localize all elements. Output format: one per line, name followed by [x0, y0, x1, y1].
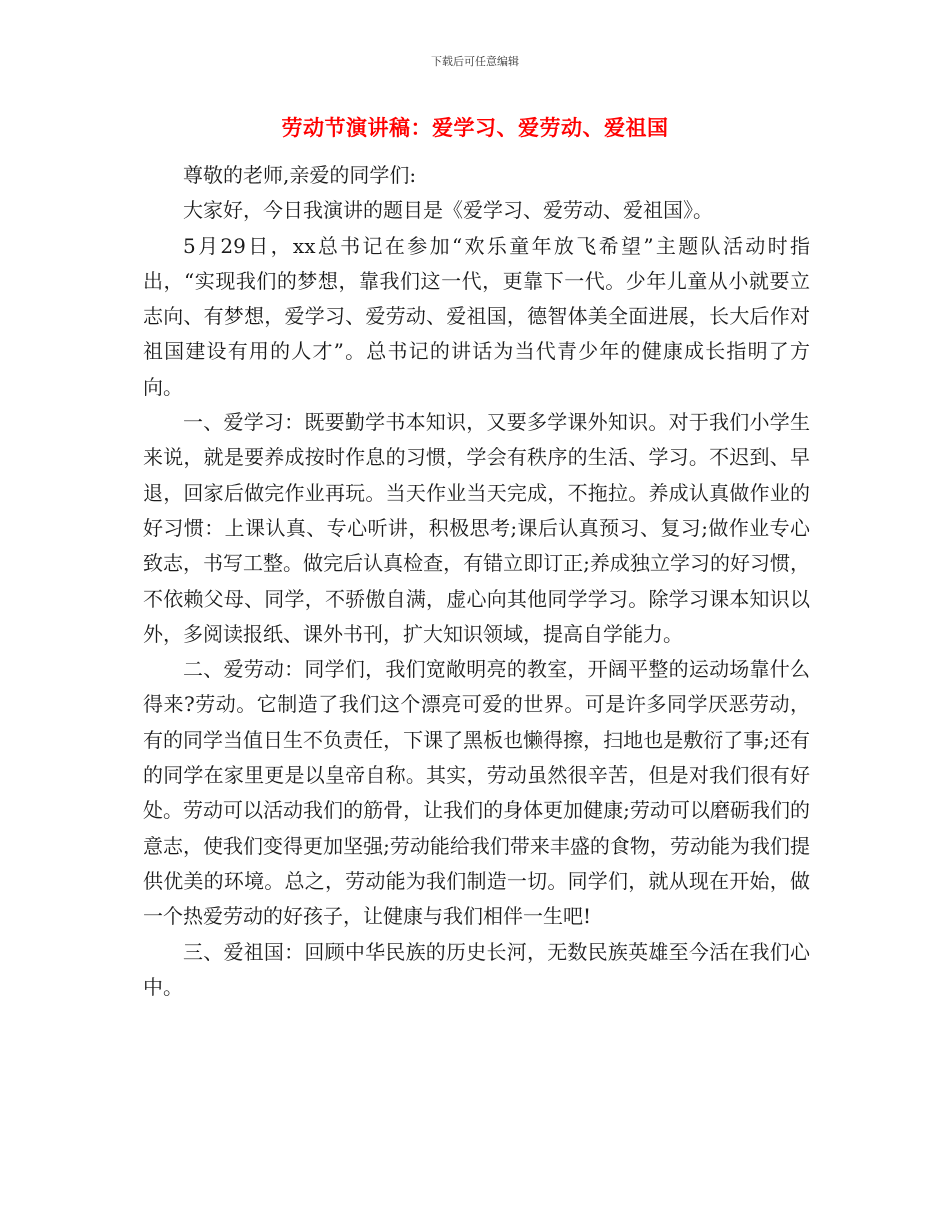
paragraph-love-labor: 二、爱劳动：同学们，我们宽敞明亮的教室，开阔平整的运动场靠什么得来?劳动。它制造了我们这个漂亮可爱的世界。可是许多同学厌恶劳动，有的同学当值日生不负责任，下课了黑板也懒得擦，扫地也是敷衍了事;还有的同学在家里更是以皇帝自称。其实，劳动虽然很辛苦，但是对我们很有好处。劳动可以活动我们的筋骨，让我们的身体更加健康;劳动可以磨砺我们的意志，使我们变得更加坚强;劳动能给我们带来丰盛的食物，劳动能为我们提供优美的环境。总之，劳动能为我们制造一切。同学们，就从现在开始，做一个热爱劳动的好孩子，让健康与我们相伴一生吧!	[143, 657, 810, 929]
header-note: 下载后可任意编辑	[431, 55, 519, 68]
paragraph-intro: 5月29日，xx总书记在参加“欢乐童年放飞希望”主题队活动时指出，“实现我们的梦想，靠我们这一代，更靠下一代。少年儿童从小就要立志向、有梦想，爱学习、爱劳动、爱祖国，德智体美全面进展，长大后作对祖国建设有用的人才”。总书记的讲话为当代青少年的健康成长指明了方向。	[143, 233, 810, 399]
paragraph-salutation: 尊敬的老师,亲爱的同学们:	[183, 163, 417, 187]
paragraph-love-learning: 一、爱学习：既要勤学书本知识，又要多学课外知识。对于我们小学生来说，就是要养成按时作息的习惯，学会有秩序的生活、学习。不迟到、早退，回家后做完作业再玩。当天作业当天完成，不拖拉。养成认真做作业的好习惯：上课认真、专心听讲，积极思考;课后认真预习、复习;做作业专心致志，书写工整。做完后认真检查，有错立即订正;养成独立学习的好习惯，不依赖父母、同学，不骄傲自满，虚心向其他同学学习。除学习课本知识以外，多阅读报纸、课外书刊，扩大知识领域，提高自学能力。	[143, 410, 810, 646]
paragraph-love-motherland: 三、爱祖国：回顾中华民族的历史长河，无数民族英雄至今活在我们心中。	[143, 939, 810, 999]
document-title: 劳动节演讲稿：爱学习、爱劳动、爱祖国	[281, 116, 669, 140]
paragraph-greeting: 大家好，今日我演讲的题目是《爱学习、爱劳动、爱祖国》。	[183, 198, 713, 223]
document-body	[143, 158, 810, 1005]
